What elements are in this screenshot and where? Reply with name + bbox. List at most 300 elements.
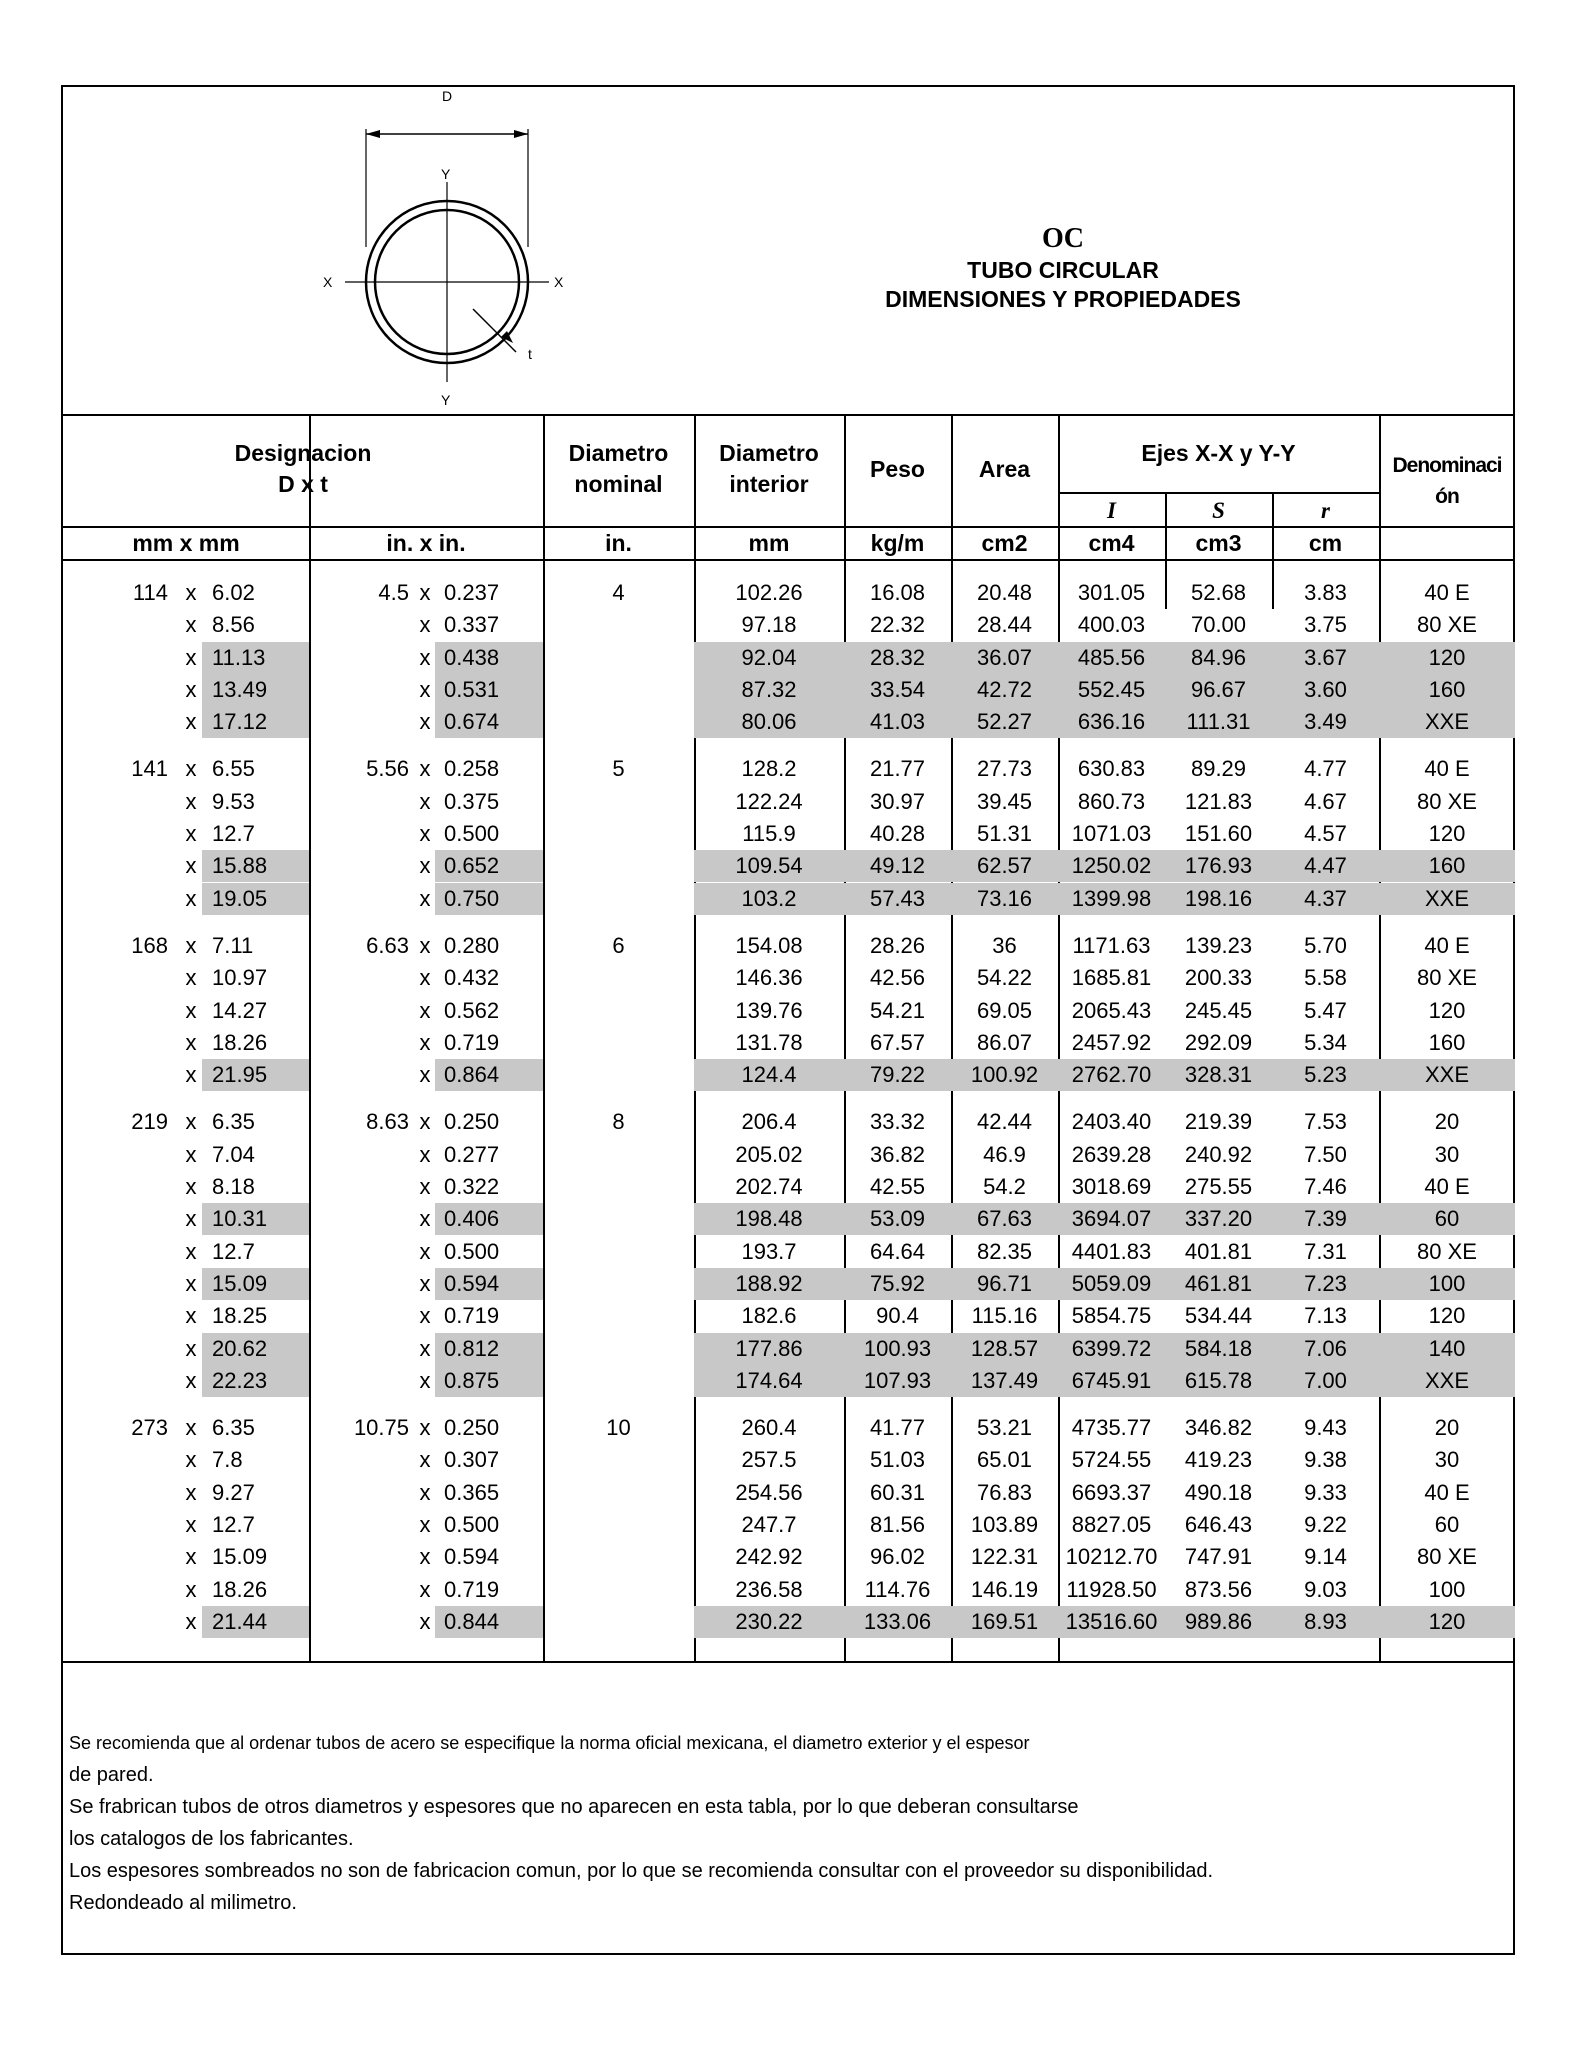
thickness-mm: 12.7 [212, 1239, 255, 1264]
radius-of-gyration: 3.60 [1304, 677, 1347, 702]
radius-of-gyration: 4.47 [1304, 853, 1347, 878]
thickness-in: 0.750 [444, 886, 500, 911]
thickness-mm: 21.95 [212, 1062, 268, 1087]
denomination: 40 E [1424, 1480, 1470, 1505]
denomination: 40 E [1424, 756, 1470, 781]
table-row [63, 1106, 1513, 1138]
denomination: 80 XE [1417, 789, 1477, 814]
section-modulus: 240.92 [1184, 1142, 1253, 1167]
area: 54.22 [976, 965, 1033, 990]
weight: 28.26 [869, 933, 926, 958]
note-line: Se recomienda que al ordenar tubos de acero se especifique la norma oficial mexicana, el diametro exterior y el espesor [69, 1733, 1030, 1753]
times-sign: x [185, 965, 197, 990]
denomination: 40 E [1424, 933, 1470, 958]
radius-of-gyration: 5.58 [1304, 965, 1347, 990]
area: 36.07 [976, 645, 1033, 670]
inner-diameter: 146.36 [735, 965, 803, 990]
section-modulus: 401.81 [1184, 1239, 1253, 1264]
header-text: ón [1435, 485, 1459, 508]
thickness-mm: 6.35 [212, 1109, 255, 1134]
table-row [63, 786, 1513, 818]
times-sign: x [185, 998, 197, 1023]
outer-diameter-in: 5.56 [366, 756, 409, 781]
weight: 100.93 [863, 1336, 932, 1361]
times-sign: x [185, 1271, 197, 1296]
times-sign: x [419, 1512, 431, 1537]
area: 54.2 [983, 1174, 1026, 1199]
inertia: 5724.55 [1071, 1447, 1152, 1472]
radius-of-gyration: 5.23 [1304, 1062, 1347, 1087]
weight: 41.03 [869, 709, 926, 734]
weight: 90.4 [876, 1303, 919, 1328]
inertia: 6399.72 [1071, 1336, 1152, 1361]
times-sign: x [185, 933, 197, 958]
section-modulus: 584.18 [1184, 1336, 1253, 1361]
thickness-mm: 10.97 [212, 965, 268, 990]
denomination: 20 [1434, 1415, 1460, 1440]
radius-of-gyration: 9.22 [1304, 1512, 1347, 1537]
times-sign: x [185, 709, 197, 734]
note-line: Se frabrican tubos de otros diametros y espesores que no aparecen en esta tabla, por lo que deberan consultarse [69, 1796, 1079, 1818]
weight: 60.31 [869, 1480, 926, 1505]
denomination: XXE [1424, 1062, 1470, 1087]
denomination: 120 [1428, 1609, 1466, 1634]
inertia: 1250.02 [1071, 853, 1152, 878]
area: 100.92 [970, 1062, 1039, 1087]
times-sign: x [185, 1512, 197, 1537]
thickness-in: 0.250 [444, 1415, 500, 1440]
thickness-in: 0.500 [444, 1512, 500, 1537]
unit-mm: mm [748, 530, 790, 556]
note-line: los catalogos de los fabricantes. [69, 1828, 354, 1850]
times-sign: x [185, 1609, 197, 1634]
weight: 30.97 [869, 789, 926, 814]
nominal-diameter: 5 [612, 756, 625, 781]
inner-diameter: 206.4 [741, 1109, 797, 1134]
inner-diameter: 174.64 [735, 1368, 803, 1393]
note-line: Redondeado al milimetro. [69, 1892, 297, 1914]
area: 86.07 [976, 1030, 1033, 1055]
weight: 21.77 [869, 756, 926, 781]
times-sign: x [419, 965, 431, 990]
inner-diameter: 115.9 [742, 821, 796, 846]
unit-mm-mm: mm x mm [132, 530, 240, 556]
area: 39.45 [976, 789, 1033, 814]
times-sign: x [185, 580, 197, 605]
thickness-in: 0.719 [444, 1303, 500, 1328]
label-x-right: X [554, 274, 564, 290]
section-modulus: 52.68 [1190, 580, 1247, 605]
table-row [63, 1365, 1513, 1397]
thickness-mm: 18.25 [212, 1303, 268, 1328]
denomination: 60 [1434, 1206, 1460, 1231]
inertia: 5059.09 [1071, 1271, 1152, 1296]
table-row [63, 1059, 1513, 1091]
times-sign: x [185, 1368, 197, 1393]
radius-of-gyration: 5.47 [1304, 998, 1347, 1023]
thickness-mm: 9.53 [212, 789, 255, 814]
outer-diameter-mm: 273 [131, 1415, 168, 1440]
note-line: Los espesores sombreados no son de fabricacion comun, por lo que se recomienda consultar con el proveedor su disponibilidad. [69, 1860, 1214, 1882]
thickness-mm: 19.05 [212, 886, 268, 911]
radius-of-gyration: 4.77 [1304, 756, 1347, 781]
thickness-in: 0.406 [444, 1206, 500, 1231]
section-modulus: 337.20 [1184, 1206, 1253, 1231]
area: 128.57 [970, 1336, 1039, 1361]
section-modulus: 111.31 [1186, 709, 1251, 734]
inner-diameter: 198.48 [735, 1206, 803, 1231]
table-row [63, 1268, 1513, 1300]
times-sign: x [185, 1480, 197, 1505]
times-sign: x [419, 998, 431, 1023]
section-modulus: 873.56 [1184, 1577, 1253, 1602]
weight: 51.03 [869, 1447, 926, 1472]
thickness-mm: 7.8 [212, 1447, 243, 1472]
weight: 28.32 [869, 645, 926, 670]
radius-of-gyration: 7.39 [1304, 1206, 1347, 1231]
denomination: 20 [1434, 1109, 1460, 1134]
thickness-mm: 6.02 [212, 580, 255, 605]
radius-of-gyration: 9.33 [1304, 1480, 1347, 1505]
table-row [63, 1541, 1513, 1573]
unit-in-in: in. x in. [386, 530, 466, 556]
thickness-mm: 8.56 [212, 612, 255, 637]
times-sign: x [419, 1368, 431, 1393]
nominal-diameter: 8 [612, 1109, 625, 1134]
weight: 64.64 [869, 1239, 926, 1264]
thickness-mm: 15.88 [212, 853, 268, 878]
header-text: Denominaci [1392, 454, 1502, 477]
inertia: 8827.05 [1071, 1512, 1152, 1537]
inner-diameter: 257.5 [741, 1447, 797, 1472]
thickness-mm: 8.18 [212, 1174, 255, 1199]
area: 20.48 [976, 580, 1033, 605]
table-row [63, 818, 1513, 850]
unit-in: in. [605, 530, 632, 556]
table-row [63, 706, 1513, 738]
denomination: 120 [1428, 645, 1466, 670]
times-sign: x [419, 677, 431, 702]
section-modulus: 989.86 [1184, 1609, 1253, 1634]
inner-diameter: 124.4 [741, 1062, 797, 1087]
table-row [63, 850, 1513, 882]
header-sym-s: S [1212, 498, 1225, 523]
table-row [63, 1606, 1513, 1638]
section-modulus: 328.31 [1184, 1062, 1253, 1087]
inertia: 11928.50 [1066, 1577, 1157, 1602]
times-sign: x [419, 1447, 431, 1472]
area: 46.9 [983, 1142, 1026, 1167]
inner-diameter: 102.26 [735, 580, 803, 605]
table-bottom-line [63, 1661, 1513, 1663]
section-modulus: 176.93 [1184, 853, 1253, 878]
header-diametro-interior [694, 438, 844, 500]
weight: 40.28 [869, 821, 926, 846]
header-diametro-nominal [543, 438, 694, 500]
denomination: XXE [1424, 886, 1470, 911]
section-modulus: 151.60 [1184, 821, 1253, 846]
thickness-mm: 20.62 [212, 1336, 268, 1361]
times-sign: x [419, 645, 431, 670]
weight: 16.08 [869, 580, 926, 605]
section-modulus: 121.83 [1184, 789, 1253, 814]
radius-of-gyration: 3.75 [1304, 612, 1347, 637]
weight: 49.12 [869, 853, 926, 878]
section-modulus: 419.23 [1184, 1447, 1253, 1472]
denomination: 60 [1434, 1512, 1460, 1537]
unit-cm2: cm2 [981, 530, 1028, 556]
area: 36 [992, 933, 1017, 958]
section-modulus: 646.43 [1184, 1512, 1253, 1537]
area: 73.16 [976, 886, 1033, 911]
weight: 22.32 [869, 612, 926, 637]
inner-diameter: 131.78 [735, 1030, 803, 1055]
times-sign: x [185, 821, 197, 846]
thickness-in: 0.237 [444, 580, 500, 605]
thickness-mm: 12.7 [212, 821, 255, 846]
thickness-in: 0.258 [444, 756, 500, 781]
times-sign: x [185, 789, 197, 814]
nominal-diameter: 10 [606, 1415, 631, 1440]
label-y-top: Y [441, 166, 451, 182]
inner-diameter: 92.04 [741, 645, 797, 670]
weight: 79.22 [869, 1062, 926, 1087]
outer-diameter-in: 8.63 [366, 1109, 409, 1134]
area: 169.51 [970, 1609, 1039, 1634]
radius-of-gyration: 7.06 [1304, 1336, 1347, 1361]
weight: 107.93 [863, 1368, 932, 1393]
notes-section [69, 1727, 1499, 1919]
times-sign: x [185, 886, 197, 911]
denomination: 160 [1428, 677, 1466, 702]
nominal-diameter: 4 [612, 580, 625, 605]
area: 51.31 [976, 821, 1033, 846]
times-sign: x [419, 1303, 431, 1328]
radius-of-gyration: 7.23 [1304, 1271, 1347, 1296]
inner-diameter: 177.86 [735, 1336, 803, 1361]
section-modulus: 461.81 [1184, 1271, 1253, 1296]
header-designacion [63, 438, 543, 500]
denomination: 80 XE [1417, 1544, 1477, 1569]
times-sign: x [185, 1303, 197, 1328]
times-sign: x [419, 821, 431, 846]
unit-kgm: kg/m [870, 530, 925, 556]
thickness-in: 0.562 [444, 998, 500, 1023]
outer-diameter-in: 6.63 [366, 933, 409, 958]
weight: 41.77 [869, 1415, 926, 1440]
times-sign: x [185, 1544, 197, 1569]
inner-diameter: 188.92 [735, 1271, 803, 1296]
times-sign: x [419, 1415, 431, 1440]
table-row [63, 1574, 1513, 1606]
weight: 36.82 [869, 1142, 926, 1167]
table-row [63, 1236, 1513, 1268]
radius-of-gyration: 8.93 [1304, 1609, 1347, 1634]
unit-cm: cm [1308, 530, 1343, 556]
outer-diameter-mm: 168 [131, 933, 168, 958]
header-text: interior [729, 471, 809, 497]
times-sign: x [185, 1109, 197, 1134]
denomination: 100 [1428, 1577, 1466, 1602]
inertia: 3018.69 [1071, 1174, 1152, 1199]
section-modulus: 96.67 [1190, 677, 1247, 702]
inertia: 1071.03 [1071, 821, 1152, 846]
radius-of-gyration: 9.14 [1304, 1544, 1347, 1569]
times-sign: x [419, 580, 431, 605]
title-line-1: TUBO CIRCULAR [967, 257, 1159, 283]
thickness-in: 0.719 [444, 1577, 500, 1602]
area: 82.35 [976, 1239, 1033, 1264]
table-row [63, 753, 1513, 785]
times-sign: x [419, 1030, 431, 1055]
thickness-in: 0.594 [444, 1271, 500, 1296]
table-row [63, 1444, 1513, 1476]
inertia: 2762.70 [1071, 1062, 1152, 1087]
thickness-in: 0.674 [444, 709, 500, 734]
thickness-in: 0.322 [444, 1174, 500, 1199]
section-modulus: 245.45 [1184, 998, 1253, 1023]
table-row [63, 577, 1513, 609]
area: 96.71 [976, 1271, 1033, 1296]
times-sign: x [419, 1206, 431, 1231]
radius-of-gyration: 7.50 [1304, 1142, 1347, 1167]
inner-diameter: 205.02 [735, 1142, 803, 1167]
thickness-in: 0.375 [444, 789, 500, 814]
table-row [63, 1333, 1513, 1365]
section-modulus: 198.16 [1184, 886, 1253, 911]
inertia: 3694.07 [1071, 1206, 1152, 1231]
thickness-mm: 6.35 [212, 1415, 255, 1440]
times-sign: x [185, 853, 197, 878]
header-sym-i: I [1107, 498, 1116, 523]
outer-diameter-in: 10.75 [353, 1415, 409, 1440]
thickness-in: 0.277 [444, 1142, 500, 1167]
thickness-in: 0.500 [444, 1239, 500, 1264]
header-text: nominal [574, 471, 663, 497]
denomination: 40 E [1424, 580, 1470, 605]
inner-diameter: 87.32 [741, 677, 797, 702]
radius-of-gyration: 5.34 [1304, 1030, 1347, 1055]
radius-of-gyration: 7.46 [1304, 1174, 1347, 1199]
table-row [63, 1509, 1513, 1541]
area: 76.83 [976, 1480, 1033, 1505]
unit-cm4: cm4 [1088, 530, 1135, 556]
section-modulus: 84.96 [1190, 645, 1247, 670]
times-sign: x [419, 886, 431, 911]
thickness-mm: 11.13 [212, 645, 266, 670]
thickness-in: 0.432 [444, 965, 500, 990]
thickness-in: 0.812 [444, 1336, 500, 1361]
inertia: 301.05 [1077, 580, 1146, 605]
times-sign: x [185, 1447, 197, 1472]
thickness-mm: 18.26 [212, 1030, 268, 1055]
weight: 42.55 [869, 1174, 926, 1199]
thickness-in: 0.438 [444, 645, 500, 670]
radius-of-gyration: 9.03 [1304, 1577, 1347, 1602]
section-modulus: 534.44 [1184, 1303, 1253, 1328]
area: 67.63 [976, 1206, 1033, 1231]
times-sign: x [419, 1239, 431, 1264]
radius-of-gyration: 9.43 [1304, 1415, 1347, 1440]
section-modulus: 89.29 [1190, 756, 1247, 781]
thickness-mm: 6.55 [212, 756, 255, 781]
outer-diameter-mm: 219 [131, 1109, 168, 1134]
denomination: 120 [1428, 998, 1466, 1023]
inner-diameter: 128.2 [741, 756, 797, 781]
inner-diameter: 154.08 [735, 933, 803, 958]
denomination: 140 [1428, 1336, 1466, 1361]
inner-diameter: 80.06 [741, 709, 797, 734]
thickness-mm: 14.27 [212, 998, 268, 1023]
times-sign: x [185, 612, 197, 637]
thickness-in: 0.307 [444, 1447, 500, 1472]
radius-of-gyration: 7.53 [1304, 1109, 1347, 1134]
denomination: 30 [1434, 1447, 1460, 1472]
thickness-mm: 12.7 [212, 1512, 255, 1537]
thickness-in: 0.280 [444, 933, 500, 958]
area: 103.89 [970, 1512, 1039, 1537]
title-line-2: DIMENSIONES Y PROPIEDADES [885, 286, 1241, 312]
area: 53.21 [976, 1415, 1033, 1440]
times-sign: x [185, 645, 197, 670]
area: 146.19 [970, 1577, 1039, 1602]
inertia: 13516.60 [1065, 1609, 1158, 1634]
table-row [63, 1203, 1513, 1235]
denomination: 160 [1428, 853, 1466, 878]
radius-of-gyration: 3.83 [1304, 580, 1347, 605]
times-sign: x [419, 1609, 431, 1634]
times-sign: x [185, 1239, 197, 1264]
inertia: 1685.81 [1071, 965, 1152, 990]
denomination: XXE [1424, 709, 1470, 734]
section-modulus: 139.23 [1184, 933, 1253, 958]
section-modulus: 200.33 [1184, 965, 1253, 990]
times-sign: x [185, 1415, 197, 1440]
table-row [63, 1027, 1513, 1059]
thickness-mm: 22.23 [212, 1368, 268, 1393]
inertia: 552.45 [1077, 677, 1146, 702]
area: 65.01 [976, 1447, 1033, 1472]
thickness-in: 0.652 [444, 853, 500, 878]
denomination: 80 XE [1417, 1239, 1477, 1264]
tube-section-diagram [243, 87, 643, 416]
denomination: 120 [1428, 821, 1466, 846]
denomination: 120 [1428, 1303, 1466, 1328]
denomination: 100 [1428, 1271, 1466, 1296]
thickness-in: 0.875 [444, 1368, 500, 1393]
inner-diameter: 182.6 [741, 1303, 797, 1328]
radius-of-gyration: 9.38 [1304, 1447, 1347, 1472]
inner-diameter: 97.18 [741, 612, 797, 637]
table-row [63, 642, 1513, 674]
title-code: OC [1042, 223, 1084, 254]
weight: 33.54 [869, 677, 926, 702]
table-row [63, 1477, 1513, 1509]
header-ejes: Ejes X-X y Y-Y [1141, 440, 1296, 466]
radius-of-gyration: 4.57 [1304, 821, 1347, 846]
table-row [63, 995, 1513, 1027]
inertia: 636.16 [1077, 709, 1146, 734]
thickness-mm: 10.31 [212, 1206, 268, 1231]
unit-cm3: cm3 [1195, 530, 1242, 556]
radius-of-gyration: 7.00 [1304, 1368, 1347, 1393]
radius-of-gyration: 4.37 [1304, 886, 1347, 911]
inner-diameter: 103.2 [741, 886, 797, 911]
inertia: 6745.91 [1071, 1368, 1152, 1393]
outer-diameter-mm: 141 [131, 756, 168, 781]
thickness-in: 0.250 [444, 1109, 500, 1134]
weight: 75.92 [869, 1271, 926, 1296]
